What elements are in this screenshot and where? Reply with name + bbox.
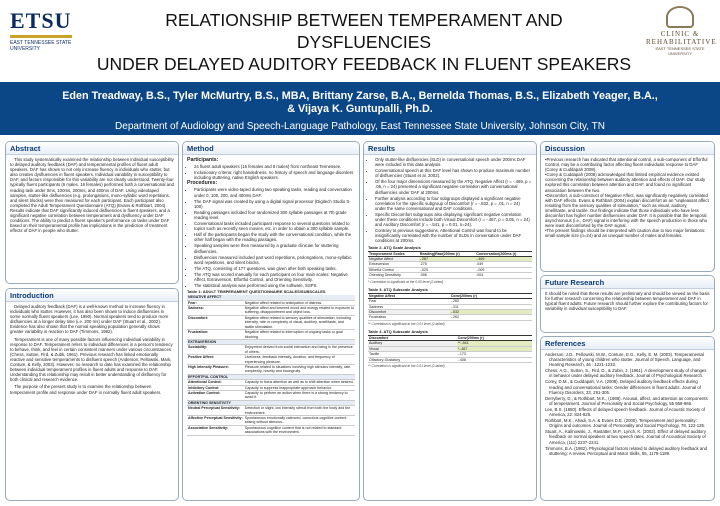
table-cell: Capacity to suppress inappropriate approach behavior. <box>244 385 355 390</box>
table-cell: -.532 <box>450 310 532 315</box>
table-row <box>187 315 355 329</box>
clinic-logo-icon <box>666 6 694 28</box>
table-cell: Capacity to perform an action when there is a strong tendency to avoid it. <box>244 390 355 400</box>
table-row <box>368 357 532 362</box>
table-cell: Enjoyment derived from social interaction and being in the presence of others. <box>244 345 355 355</box>
department: Department of Audiology and Speech-Language Pathology, East Tennessee State University, Johnson City, TN <box>115 121 605 132</box>
table-section-cell: NEGATIVE AFFECT <box>187 295 355 300</box>
table4-caption: Table 4. ATQ Subscale Analysis <box>368 328 428 334</box>
table-cell: Tactile <box>368 352 457 357</box>
table-row <box>187 355 355 365</box>
table-section-cell: ORIENTING SENSITIVITY <box>187 400 355 405</box>
table1-caption: Table 1: ADULT TEMPERAMENT QUESTIONNAIRE SCALES/SUBSCALES <box>187 289 326 295</box>
atq-scales-table <box>187 295 355 435</box>
table-header: Reading(Raw(200ms (r) <box>419 251 475 256</box>
atq-scale-table <box>368 251 532 279</box>
participants-list <box>187 164 355 180</box>
table4-note: ** Correlation is significant at the 0.01 level (2-tailed) <box>368 364 445 369</box>
table-cell: Visual <box>368 346 457 351</box>
table-header: Conversation(200ms (r) <box>475 251 532 256</box>
table-row <box>187 330 355 340</box>
table-cell: -.408 <box>457 357 532 362</box>
introduction-paragraph-3: The purpose of the present study is to examine the relationship between temperament profile and response under DAF in normally fluent adult speakers. <box>10 384 162 395</box>
reference-item: Lee, B.S. (1950). Effects of delayed speech feedback. Journal of Acoustic Society of America, 22: 824-826. <box>545 406 705 418</box>
list-item: • Only stutter-like disfluencies (SLD) in conversational speech under 200ms DAF were included in this data analysis. <box>375 157 532 167</box>
table-row <box>368 315 532 320</box>
list-item: • Of the four major dimensions measured by the ATQ, Negative Affect (r = -.469, p = .05, n = 24) presented a significant negative correlation with conversational disfluencies under DAF at 200ms. <box>375 179 532 194</box>
table-cell: Negative affect related to interruption of ongoing tasks or goal blocking. <box>244 330 355 340</box>
results-heading: Results <box>364 142 536 155</box>
poster-title <box>96 9 632 75</box>
reference-item: Anderson, J.D., Pellowski, M.W., Conture, E.G., Kelly, E. M. (2003). Temperamental characteristics of young children who stutter. Journal of Speech, Language, and Hearing Research, 46 : 1221-1233. <box>545 352 704 368</box>
list-item: • The statistical analysis was performed using the software, SSPS. <box>194 283 355 288</box>
table-section-cell: EXTRAVERSION <box>187 339 355 344</box>
discomfort-subscale-table <box>368 335 532 363</box>
table-row <box>187 380 355 385</box>
list-item: • The DAF signal was created by using a digital signal processor (Digitech Studio S-100) <box>194 199 355 209</box>
table-cell: .096 <box>419 273 475 278</box>
table-row <box>187 406 355 416</box>
etsu-logo-bar <box>10 35 72 38</box>
table-cell: Attentional Control: <box>187 380 244 385</box>
table-row <box>187 390 355 400</box>
participants-label: Participants: <box>187 157 219 163</box>
authors <box>0 82 720 116</box>
table-cell: Spontaneous cognitive content that is not related to standard associations with the environment. <box>244 425 355 435</box>
reference-item: Timmons, B.A. (1982). Physiological factors related to delayed auditory feedback and stuttering: A review. Perceptual and Motor Skills, 55, 1179-1189. <box>545 445 708 456</box>
table-cell: Affective Perceptual Sensitivity: <box>187 416 244 426</box>
introduction-paragraph-1: Delayed auditory feedback (DAF) is a well-known method to increase fluency in individuals who stutter. However, it has also been shown to induce disfluencies in some normally fluent speakers (Lee, 1950). Normal speakers tend to produce more disfluencies at a longer delay time (i.e. 200 ms) under DAF (Stuart et al., 2002). Evidence has also shown that the normal speaking population generally shows greater variability in reaction to DAF (Timmons, 1982). <box>10 304 169 335</box>
table-cell: Olfactory-Gustatory <box>368 357 457 362</box>
table-cell: **-.541 <box>457 341 532 346</box>
authors-line-2: & Vijaya K. Guntupalli, Ph.D. <box>287 103 433 115</box>
table-cell: Frustration: <box>187 330 244 340</box>
list-item: • Reading passages included four randomized 300 syllable passages at 7th grade reading level. <box>194 210 355 220</box>
list-item: • Inclusionary criteria: right handedness, no history of speech and language disorders including stuttering, native English speakers. <box>194 170 355 180</box>
etsu-logo <box>10 8 72 52</box>
poster-header <box>0 0 720 82</box>
table-header: Discomfort <box>368 336 457 341</box>
reference-item: Derryberry, D., & Rothbart, M.K., (1988). Arousal, affect, and attention as components of temperament. Journal of Personality and Social Psychology, 55 958-966. <box>545 395 708 406</box>
table-cell: Positive Affect: <box>187 355 244 365</box>
discussion-panel <box>540 141 715 272</box>
table-cell: -.260 <box>450 299 532 304</box>
table-cell: .049 <box>475 262 532 267</box>
clinic-logo-sub: EAST TENNESSEE STATE UNIVERSITY <box>655 46 705 56</box>
table-cell: Liveliness, feedback intensity, duration, and frequency of experiencing pleasure. <box>244 355 355 365</box>
list-item: • The ATQ was scored manually for each participant on four main scales: Negative Affect, Extraversion, Effortful Control, and Orienting Sensitivity. <box>194 272 355 282</box>
table-cell: Negative affect related to sensory qualities of stimulation, including intensity, rate or complexity of visual, auditory, smell/taste, and tactile stimulation. <box>244 315 355 329</box>
references-panel <box>540 336 715 501</box>
table-cell: Discomfort <box>368 310 450 315</box>
list-item: • 24 fluent adult speakers (16 females and 8 males) from northeast Tennessee. <box>194 164 355 169</box>
table-cell: -.173 <box>457 352 532 357</box>
title-line-1: RELATIONSHIP BETWEEN TEMPERAMENT AND DYSFLUENCIES <box>165 10 563 52</box>
list-item: • The ATQ, consisting of 177 questions, was given after both speaking tasks. <box>194 266 355 271</box>
etsu-logo-sub: EAST TENNESSEE STATE UNIVERSITY <box>10 40 72 52</box>
table2-note: * Correlation is significant at the 0.05 level (2-tailed) <box>368 279 444 284</box>
list-item: • Half of the participants began the study with the conversational condition, while the other half began with the reading passages. <box>194 232 355 242</box>
table-cell: .275 <box>419 262 475 267</box>
future-research-panel <box>540 275 715 333</box>
list-item: • Disfluencies measured included part word repetitions, prolongations, mono-syllabic word repetitions, and silent blocks. <box>194 255 355 265</box>
future-research-text: It should be noted that these results are preliminary and should be viewed as the basis for further research concerning the relationship between temperament and DAF in typical fluent adults. Future research should further explore the contributing factors for variability in individual susceptibility to DAF. <box>545 291 710 312</box>
list-item: • Specific Discomfort subgroups also displaying significant negative correlation under these conditions include both Visual Discomfort (r = -.467, p = 0.05, n = 24) and Auditory Discomfort (r = -.541, p = 0.01, n=24). <box>375 212 532 227</box>
table-cell: Negative Affect <box>368 257 419 262</box>
reference-item: Chess, A.G., Sutton, S., Fird, D., & Zubin, J. (1961). A development study of changes in behavior under delayed auditory feedback. Journal of Psychological Research. <box>545 368 707 379</box>
procedures-label: Procedures: <box>187 180 218 187</box>
list-item: • Further analysis according to four subgroups displayed a significant negative correlation for the specific subgroup of Discomfort (r = -.532, p = .01, n = 24) under the same conversational and DAF conditions. <box>375 196 532 211</box>
authors-line-1: Eden Treadway, B.S., Tyler McMurtry, B.S., MBA, Brittany Zarse, B.A., Bernelda Thomas, B.S., Elizabeth Yeager, B.A., <box>62 90 658 102</box>
table-cell: Effortful Control <box>368 267 419 272</box>
reference-item: Stuart, A., Kalinowski, J., Rastatter, M.P., Lynch, K. (2002). Effect of delayed auditory feedback on normal speakers at two speech rates. Journal of Acoustical Society of America, (111) 2237-2241. <box>545 429 706 445</box>
procedures-list <box>187 187 355 288</box>
table-cell: Fear: <box>187 300 244 305</box>
table-cell: -.469 <box>475 257 532 262</box>
etsu-logo-text: ETSU <box>10 8 72 33</box>
list-item: • Participants were video-taped during two speaking tasks, reading and conversation under 0, 100, 200, and 400ms DAF. <box>194 187 355 197</box>
reference-item: Corey, D.M., & Cuddapah, V.A. (2008). Delayed auditory feedback effects during reading and conversational tasks: Gender differences in fluent adults. Journal of Fluency Disorders, 33, 291-305. <box>545 379 701 395</box>
table-cell: Discomfort: <box>187 315 244 329</box>
table-cell: Detection or slight, low intensity stimuli from both the body and the environment. <box>244 406 355 416</box>
table-row <box>368 273 532 278</box>
table-cell: Orienting Sensitivity <box>368 273 419 278</box>
introduction-panel <box>5 288 179 501</box>
negative-affect-subscale-table <box>368 293 532 321</box>
method-panel <box>182 141 360 501</box>
title-line-2: UNDER DELAYED AUDITORY FEEDBACK IN FLUENT SPEAKERS <box>96 54 632 74</box>
table-cell: Auditory <box>368 341 457 346</box>
list-item: • Speaking samples were then measured by a graduate clinician for stuttering disfluencies. <box>194 243 355 253</box>
results-panel <box>363 141 537 501</box>
table-row <box>187 364 355 374</box>
table-cell: Fear <box>368 299 450 304</box>
table-header: Negative Affect <box>368 293 450 298</box>
table-cell: -.311 <box>450 304 532 309</box>
table-row <box>187 306 355 316</box>
table3-caption: Table 3. ATQ Subscale Analysis <box>368 286 428 292</box>
list-item: • Conversational speech at this DAF level has shown to produce maximum number of disfluencies (Stuart et al. 2002). <box>375 168 532 178</box>
results-list <box>368 157 532 244</box>
table-cell: *-.467 <box>457 346 532 351</box>
references-heading: References <box>541 337 714 350</box>
method-heading: Method <box>183 142 359 155</box>
table-cell: Frustration <box>368 315 450 320</box>
abstract-text: This study systematically examined the relationship between individual susceptibility to delayed auditory feedback (DAF) and temperamental profiles of fluent adult speakers. DAF has shown to not only increase fluency in individuals who stutter, but also creates dysfluencies in fluent speakers. Individual variability in susceptibility to DAF, and factors responsible for this variability are not clearly understood. Twenty-four typically fluent participants (6 males, 16 females) performed both a conversational and reading task under 0ms, 100ms, 200ms, and 400ms of DAF. Using videotaped samples, stutter-like disfluencies (e.g. prolongations, mono-syllabic word repetitions, and silent blocks) were then measured for each participant. Each participant also completed the Adult Temperament Questionnaire (ATQ) (Evans & Rothbart, 2004). Results indicate that DAF significantly induced disfluencies in fluent speakers, and a significant negative correlation between temperament and dysfluency under DAF conditions. The ability to predict a fluent speaker's performance on tasks under DAF based on their temperamental profile has implications in the prediction of treatment effects of DAF in people who stutter. <box>10 157 174 234</box>
author-band <box>0 82 720 135</box>
table-cell: -.267 <box>419 257 475 262</box>
reference-item: Rothbart, M.K., Ahadi, S.A. & Evans D.E. (2000). Temperament and personality: Origins and outcomes. Journal of Personality and Social Psychology, 78, 122-135. <box>545 418 706 429</box>
table-cell: Capacity to focus attention as well as to shift attention when desired. <box>244 380 354 385</box>
table3-note: ** Correlation is significant at the 0.01 level (2-tailed) <box>368 321 445 326</box>
table-cell: Neutral Perceptual Sensitivity: <box>187 406 244 416</box>
table-section-cell: EFFORTFUL CONTROL <box>187 374 355 379</box>
table-cell: Negative affect related to anticipation of distress. <box>244 300 355 305</box>
future-research-heading: Future Research <box>541 276 714 289</box>
table-header: Temperament Scales <box>368 251 419 256</box>
table-cell: Associative Sensitivity: <box>187 425 244 435</box>
table-row <box>187 416 355 426</box>
table-header: Conv(200ms (r) <box>457 336 532 341</box>
table-cell: Activation Control: <box>187 390 244 400</box>
table-cell: High Intensity Pleasure: <box>187 364 244 374</box>
clinic-logo-text: CLINIC & REHABILITATIVE <box>646 30 717 46</box>
table-row <box>187 345 355 355</box>
table-cell: Extraversion <box>368 262 419 267</box>
table-cell: .004 <box>475 273 532 278</box>
table-header: Conv(200ms (r) <box>450 293 532 298</box>
table-cell: Spontaneous emotionally valenced, conscious cognitive content arising without stimulus.. <box>244 416 355 426</box>
table-cell: Negative affect and lowered mood and energy related to exposure to suffering, disappointment and object loss. <box>244 306 354 315</box>
list-item: • Conversational tasks included participant response to several questions related to topics such as recently seen movies, etc. in order to obtain a 300 syllable sample. <box>194 221 355 231</box>
abstract-panel <box>5 141 179 284</box>
table-cell: -.009 <box>475 267 532 272</box>
discussion-text: •Previous research has indicated that attentional control, a sub-component of Effortful Control, may be a contributing factor affecting fluent individuals response to DAF (Corey & Cuddapah 2008). •Corey & Cuddapah (2008) acknowledged that limited empirical evidence existed concerning the relationship between auditory attention and effects of DAF. Our study explored this correlation between attention and DAF, and found no significant association between the two. •Discomfort, a sub-construct of Negative Affect, was significantly negatively correlated with DAF effects. Evans & Rothbart (2004) explain discomfort as an "unpleasant affect resulting from the sensory qualities of stimulation," such as visual, auditory, smell/taste, and tactile. Our findings indicate that those individuals who have less discomfort has higher number disfluencies under DAF. It is possible that the temporal asynchronous (i.e., DAF) signal is interfering with the speech production in those who were least discomforted by the DAF signal. •The present findings should be interpreted with caution due to two major limitations: small sample size (n=24) and an unequal number of males and females. <box>545 157 709 239</box>
table-row <box>187 385 355 390</box>
table-cell: -.020 <box>419 267 475 272</box>
table-cell: Inhibitory Control: <box>187 385 244 390</box>
table-cell: Sadness <box>368 304 450 309</box>
introduction-heading: Introduction <box>6 289 178 302</box>
discussion-heading: Discussion <box>541 142 714 155</box>
table-cell: Sociability: <box>187 345 244 355</box>
abstract-heading: Abstract <box>6 142 178 155</box>
introduction-paragraph-2: Temperament is one of many possible factors influencing individual variability in response to DAF. Temperament refers to individual differences in a person's tendency to behave, think, and feel in certain consistent manners under various circumstances (Chess, Sutton, Fird, & Zubk, 1961). Previous research has linked emotionally reactive and sensitive temperaments to disfluent speech (Anderson, Pellowski, Mark, Conture, & Kelly, 2003). However, no research to date has examined the relationship between individual temperament profiles in fluent adults and response to DAF. Understanding this relationship may result in better understanding of disfluency for both clinical and research evidence. <box>10 336 173 383</box>
table-cell: Pleasure related to situations involving high stimulus intensity, rate, complexity, novelty and incongruity. <box>244 364 355 374</box>
table-cell: -.262 <box>450 315 532 320</box>
table-cell: Sadness: <box>187 306 244 316</box>
list-item: • Contrary to previous suggestions, Attentional Control was found to be insignificantly correlated with the number of SLDs in conversation under DAF conditions at 200ms. <box>375 228 532 243</box>
table2-caption: Table 2. ATQ Scale Analysis <box>368 244 421 250</box>
clinic-logo <box>646 6 717 56</box>
table-row <box>187 425 355 435</box>
